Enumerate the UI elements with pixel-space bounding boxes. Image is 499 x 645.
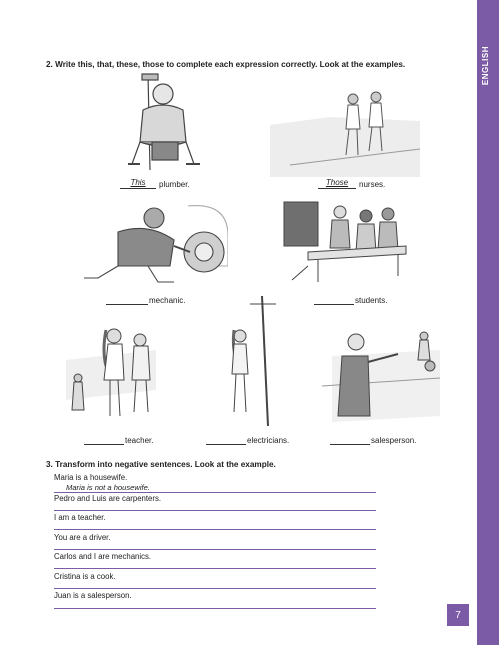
exercise-3-text: Transform into negative sentences. Look at the example. — [55, 460, 276, 469]
answer-line-7[interactable] — [54, 608, 376, 609]
answer-blank-students[interactable] — [314, 294, 354, 305]
answer-blank-teacher[interactable] — [84, 434, 124, 445]
noun-mechanic: mechanic. — [149, 296, 186, 305]
answer-line-6[interactable] — [54, 588, 376, 589]
answer-row-electricians — [206, 434, 289, 445]
sentence-6: Cristina is a cook. — [54, 572, 116, 581]
sentence-4: You are a driver. — [54, 533, 111, 542]
exercise-2-instruction — [46, 60, 405, 69]
answer-row-teacher — [84, 434, 153, 445]
exercise-2-text: Write this, that, these, those to complete each expression correctly. Look at the examples. — [55, 60, 406, 69]
electricians-illustration — [220, 296, 280, 428]
salesperson-illustration — [312, 316, 442, 431]
sentence-2: Pedro and Luis are carpenters. — [54, 494, 162, 503]
exercise-2-number: 2. — [46, 60, 53, 69]
mechanic-illustration — [78, 196, 228, 288]
noun-salesperson: salesperson. — [371, 436, 417, 445]
noun-teacher: teacher. — [125, 436, 154, 445]
side-tab-label: ENGLISH — [481, 46, 490, 86]
sentence-7: Juan is a salesperson. — [54, 591, 132, 600]
answer-blank-salesperson[interactable] — [330, 434, 370, 445]
noun-electricians: electricians. — [247, 436, 290, 445]
answer-line-2[interactable] — [54, 510, 376, 511]
teacher-illustration — [66, 320, 166, 430]
students-illustration — [278, 196, 410, 288]
answer-blank-nurses[interactable]: Those — [318, 178, 356, 189]
exercise-3-instruction — [46, 460, 276, 469]
sentence-1: Maria is a housewife. — [54, 473, 128, 482]
noun-nurses: nurses. — [359, 180, 386, 189]
answer-row-students — [314, 294, 387, 305]
page-number: 7 — [447, 604, 469, 626]
answer-line-4[interactable] — [54, 549, 376, 550]
sentence-3: I am a teacher. — [54, 513, 106, 522]
side-tab — [477, 0, 499, 645]
plumber-illustration — [118, 72, 208, 177]
answer-line-3[interactable] — [54, 529, 376, 530]
example-answer: Maria is not a housewife. — [66, 483, 150, 492]
answer-row-plumber — [120, 178, 190, 189]
answer-row-salesperson — [330, 434, 416, 445]
noun-students: students. — [355, 296, 388, 305]
answer-row-mechanic — [106, 294, 185, 305]
answer-row-nurses — [318, 178, 385, 189]
sentence-5: Carlos and I are mechanics. — [54, 552, 152, 561]
answer-blank-plumber[interactable]: This — [120, 178, 156, 189]
answer-line-1[interactable] — [54, 492, 376, 493]
answer-blank-mechanic[interactable] — [106, 294, 148, 305]
exercise-3-number: 3. — [46, 460, 53, 469]
nurses-illustration — [270, 85, 420, 177]
answer-line-5[interactable] — [54, 568, 376, 569]
noun-plumber: plumber. — [159, 180, 190, 189]
answer-blank-electricians[interactable] — [206, 434, 246, 445]
